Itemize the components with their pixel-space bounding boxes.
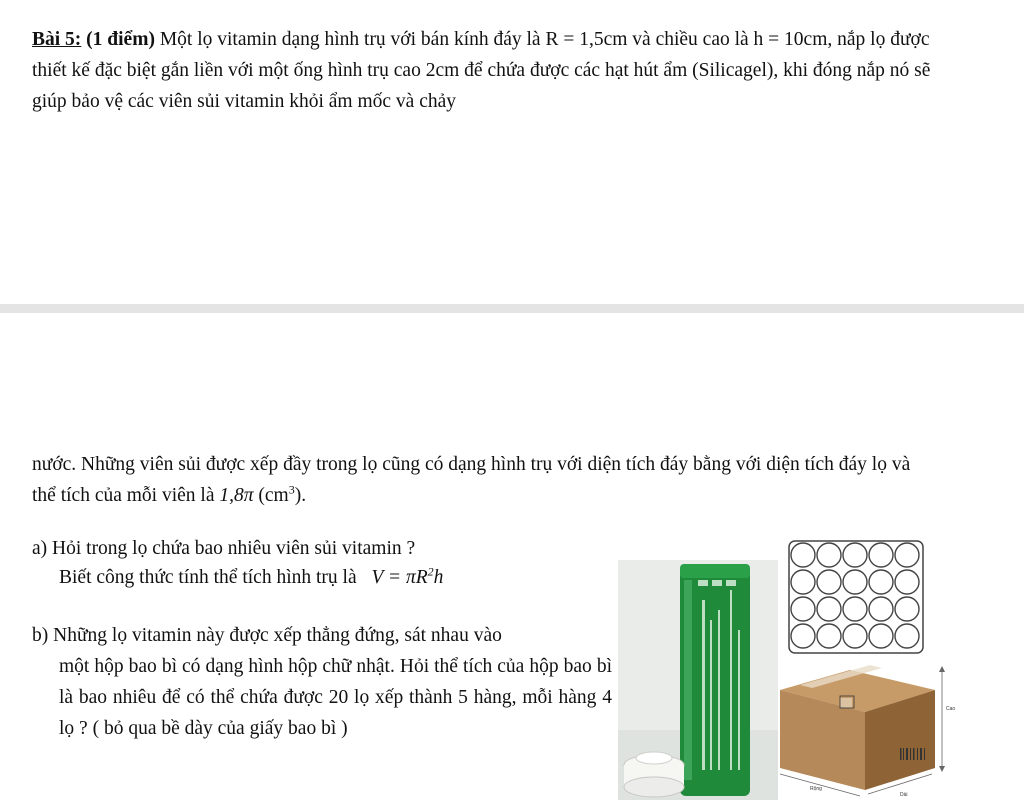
cylinder-formula <box>371 564 444 588</box>
problem-text-part1: Một lọ vitamin dạng hình trụ với bán kính đáy là R = 1,5cm và chiều cao là h = 10cm, nắp lọ được thiết kế đặc biệt gắn liền với một ống hình trụ cao 2cm để chứa được các hạt hút ẩm (Silicagel), khi đóng nắp nó sẽ giúp bảo vệ các viên sủi vitamin khỏi ẩm mốc và chảy <box>32 29 931 112</box>
volume-unit: (cm <box>258 485 289 506</box>
formula-end: h <box>433 567 444 588</box>
question-a-hint: Biết công thức tính thể tích hình trụ là <box>59 567 357 588</box>
volume-unit-end: ). <box>294 485 307 506</box>
page-separator <box>0 304 1024 313</box>
question-b <box>32 620 612 744</box>
question-a-line2 <box>32 563 592 592</box>
problem-label: Bài 5: <box>32 29 82 50</box>
question-a <box>32 534 592 592</box>
problem-text-part2: nước. Những viên sủi được xếp đầy trong lọ cũng có dạng hình trụ với diện tích đáy bằng với diện tích đáy lọ và thể tích của mỗi viên là <box>32 454 911 506</box>
formula-exponent: 2 <box>427 564 434 579</box>
vitamin-tube-photo <box>618 560 778 800</box>
volume-unit-exponent: 3 <box>288 482 295 497</box>
box-width-label: Rộng <box>810 786 822 792</box>
question-b-line1: b) Những lọ vitamin này được xếp thẳng đứng, sát nhau vào <box>32 625 502 646</box>
tablet-volume: 1,8π <box>219 485 254 506</box>
box-length-label: Dài <box>900 792 908 798</box>
formula-main: V = πR <box>371 567 428 588</box>
problem-intro <box>32 24 932 117</box>
question-a-line1: a) Hỏi trong lọ chứa bao nhiêu viên sủi vitamin ? <box>32 538 416 559</box>
cardboard-box-illustration <box>770 650 970 800</box>
question-b-rest: một hộp bao bì có dạng hình hộp chữ nhật. Hỏi thể tích của hộp bao bì là bao nhiêu để có thể chứa được 20 lọ xếp thành 5 hàng, mỗi hàng 4 lọ ? ( bỏ qua bề dày của giấy bao bì ) <box>59 656 612 739</box>
problem-points: (1 điểm) <box>86 29 155 50</box>
box-height-label: Cao <box>946 706 956 712</box>
problem-continuation <box>32 449 932 511</box>
tube-arrangement-diagram <box>788 540 924 654</box>
